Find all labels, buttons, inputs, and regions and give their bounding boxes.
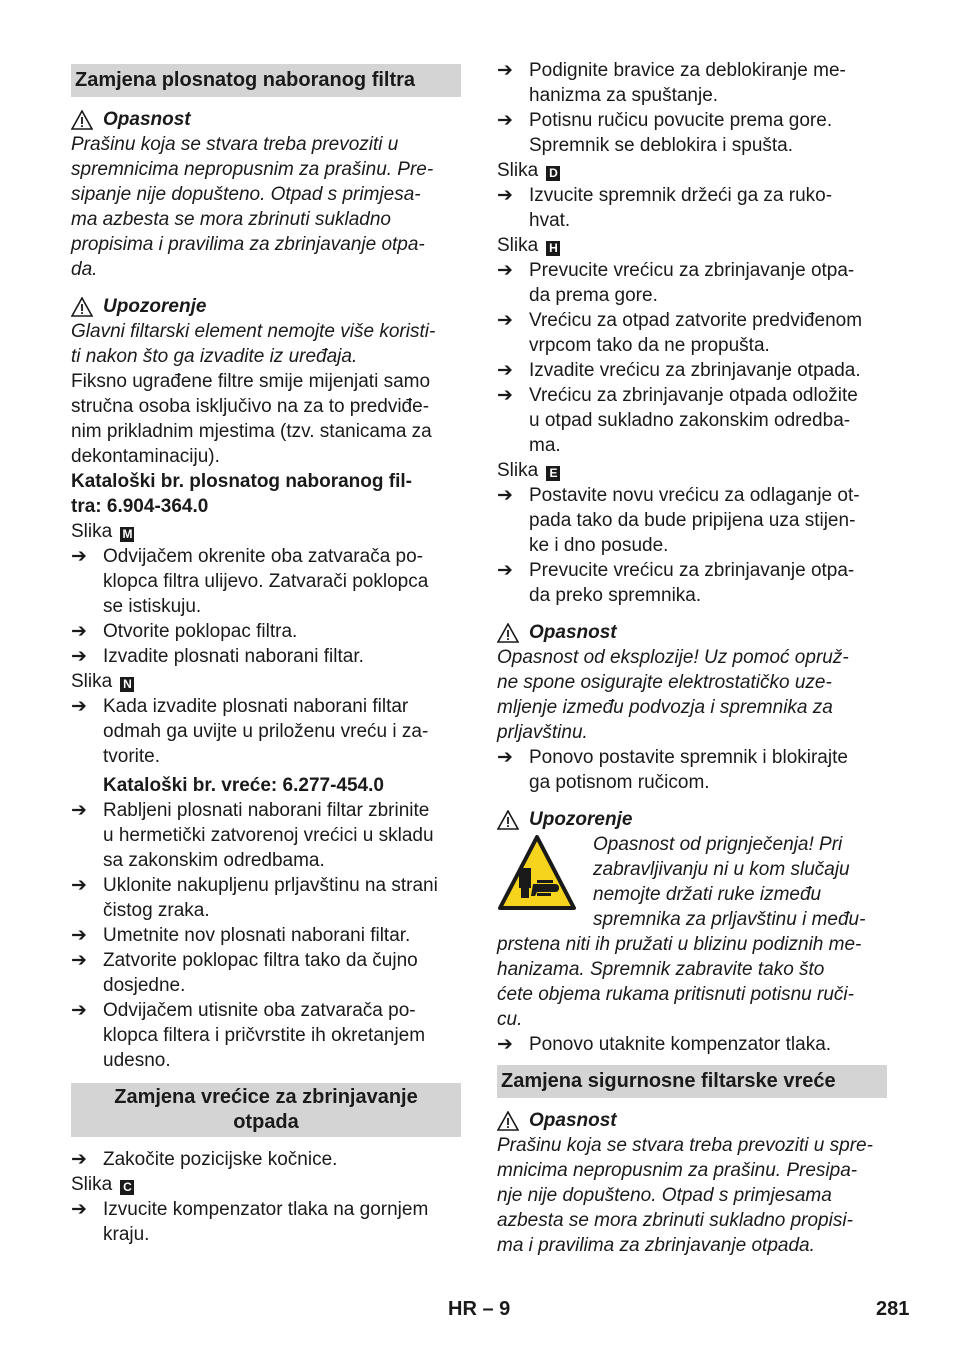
text-line: propisima i pravilima za zbrinjavanje otpa- [71, 234, 425, 255]
steps-list [71, 1147, 461, 1172]
figure-ref-h: Slika H [497, 233, 887, 258]
text-line: vrpcom tako da ne propušta. [529, 335, 770, 356]
text-line: nemojte držati ruke između [593, 884, 822, 905]
arrow-right-icon: ➔ [71, 800, 87, 821]
list-item [71, 873, 461, 923]
text-line: ne spone osigurajte elektrostatičko uze- [497, 672, 832, 693]
step-text [529, 183, 887, 233]
text-line: spremnika za prljavštinu i među- [593, 909, 866, 930]
text-line: Podignite bravice za deblokiranje me- [529, 60, 846, 81]
text-line: Izvadite plosnati naborani filtar. [103, 646, 364, 667]
text-line: Izvucite kompenzator tlaka na gornjem [103, 1199, 429, 1220]
warning-title: Upozorenje [71, 294, 461, 319]
danger-title: Opasnost [497, 620, 887, 645]
arrow-right-icon: ➔ [497, 747, 513, 768]
list-item [497, 108, 887, 158]
step-text [103, 644, 461, 669]
list-item [497, 558, 887, 608]
steps-list [71, 544, 461, 669]
text-line: kraju. [103, 1224, 150, 1245]
step-text [529, 108, 887, 158]
text-line: ti nakon što ga izvadite iz uređaja. [71, 346, 358, 367]
text-line: da. [71, 259, 98, 280]
step-text [103, 544, 461, 619]
arrow-right-icon: ➔ [71, 925, 87, 946]
step-text [529, 745, 887, 795]
figure-ref-m: Slika M [71, 521, 133, 542]
footer-section-label: HR – 9 [448, 1298, 511, 1320]
text-line: ga potisnom ručicom. [529, 772, 710, 793]
list-item [71, 923, 461, 948]
step-text [529, 1032, 887, 1057]
text-line: klopca filtera i pričvrstite ih okretanjem [103, 1025, 426, 1046]
left-column [71, 58, 461, 1247]
arrow-right-icon: ➔ [497, 1034, 513, 1055]
danger-title: Opasnost [71, 107, 461, 132]
text-line: se istiskuju. [103, 596, 202, 617]
text-line: Kada izvadite plosnati naborani filtar [103, 696, 409, 717]
section-heading-flat-filter: Zamjena plosnatog naboranog filtra [71, 64, 461, 97]
arrow-right-icon: ➔ [497, 310, 513, 331]
warning-title: Upozorenje [497, 807, 887, 832]
section-heading-waste-bag [71, 1083, 461, 1137]
text-line: Zatvorite poklopac filtra tako da čujno [103, 950, 418, 971]
text-line: nje nije dopušteno. Otpad s primjesama [497, 1185, 832, 1206]
step-text [103, 694, 461, 769]
text-line: da preko spremnika. [529, 585, 702, 606]
list-item [71, 644, 461, 669]
list-item [71, 619, 461, 644]
step-text [529, 383, 887, 458]
text-line: Odvijačem okrenite oba zatvarača po- [103, 546, 423, 567]
list-item [497, 258, 887, 308]
text-line: Umetnite nov plosnati naborani filtar. [103, 925, 411, 946]
steps-list [497, 1032, 887, 1057]
text-line: Zamjena vrećice za zbrinjavanje [114, 1086, 418, 1108]
text-line: Ponovo postavite spremnik i blokirajte [529, 747, 848, 768]
text-line: Postavite novu vrećicu za odlaganje ot- [529, 485, 860, 506]
list-item [497, 483, 887, 558]
text-line: Zakočite pozicijske kočnice. [103, 1149, 338, 1170]
steps-list [71, 694, 461, 769]
text-line: dekontaminaciju). [71, 446, 220, 467]
arrow-right-icon: ➔ [497, 385, 513, 406]
list-item [497, 1032, 887, 1057]
arrow-right-icon: ➔ [71, 1149, 87, 1170]
step-text [529, 558, 887, 608]
text-line: prstena niti ih pružati u blizinu podiznih me- [497, 934, 862, 955]
text-line: Opasnost od prignječenja! Pri [593, 834, 843, 855]
step-text [103, 923, 461, 948]
text-line: Otvorite poklopac filtra. [103, 621, 298, 642]
text-line: Prevucite vrećicu za zbrinjavanje otpa- [529, 560, 855, 581]
figure-letter-icon: D [546, 166, 560, 181]
text-line: cu. [497, 1009, 523, 1030]
arrow-right-icon: ➔ [71, 875, 87, 896]
list-item [497, 183, 887, 233]
text-line: da prema gore. [529, 285, 658, 306]
list-item [71, 798, 461, 873]
text-line: u hermetički zatvorenoj vrećici u skladu [103, 825, 434, 846]
list-item [497, 58, 887, 108]
text-line: Fiksno ugrađene filtre smije mijenjati samo [71, 371, 431, 392]
catalog-number-bag: Kataloški br. vreće: 6.277-454.0 [103, 775, 384, 796]
steps-list [497, 483, 887, 608]
text-line: Rabljeni plosnati naborani filtar zbrinite [103, 800, 430, 821]
arrow-right-icon: ➔ [497, 260, 513, 281]
arrow-right-icon: ➔ [71, 546, 87, 567]
step-text [529, 258, 887, 308]
text-line: otpada [233, 1111, 299, 1133]
warning-triangle-icon [71, 110, 93, 130]
text-line: ma azbesta se mora zbrinuti sukladno [71, 209, 391, 230]
steps-list [497, 258, 887, 458]
warning-text [71, 319, 461, 369]
text-line: Izvucite spremnik držeći ga za ruko- [529, 185, 833, 206]
text-line: udesno. [103, 1050, 171, 1071]
text-line: hanizma za spuštanje. [529, 85, 719, 106]
arrow-right-icon: ➔ [497, 185, 513, 206]
text-line: klopca filtra ulijevo. Zatvarači poklopca [103, 571, 429, 592]
figure-letter-icon: H [546, 241, 560, 256]
right-column [497, 58, 887, 1258]
list-item [71, 1147, 461, 1172]
steps-list [71, 1197, 461, 1247]
figure-ref-c: Slika C [71, 1172, 461, 1197]
step-text [103, 798, 461, 873]
text-line: Prašinu koja se stvara treba prevoziti u [71, 134, 399, 155]
arrow-right-icon: ➔ [497, 485, 513, 506]
text-line: spremnicima nepropusnim za prašinu. Pre- [71, 159, 434, 180]
arrow-right-icon: ➔ [71, 621, 87, 642]
list-item [71, 998, 461, 1073]
text-line: mljenje između podvozja i spremnika za [497, 697, 833, 718]
arrow-right-icon: ➔ [71, 646, 87, 667]
figure-letter-icon: N [120, 677, 134, 692]
hazard-block [497, 832, 887, 932]
text-line: čistog zraka. [103, 900, 210, 921]
text-line: nim prikladnim mjestima (tzv. stanicama za [71, 421, 432, 442]
step-text [103, 873, 461, 923]
text-line: Prašinu koja se stvara treba prevoziti u spre- [497, 1135, 873, 1156]
step-text [103, 619, 461, 644]
list-item [71, 1197, 461, 1247]
steps-list [497, 183, 887, 233]
warning-text [497, 932, 887, 1032]
figure-ref-e: Slika E [497, 458, 887, 483]
text-line: stručna osoba isključivo na za to predviđe- [71, 396, 430, 417]
text-line: tvorite. [103, 746, 161, 767]
paragraph [71, 369, 461, 469]
danger-text [497, 645, 887, 745]
text-line: Glavni filtarski element nemojte više koristi- [71, 321, 436, 342]
list-item [71, 948, 461, 998]
text-line: Odvijačem utisnite oba zatvarača po- [103, 1000, 416, 1021]
danger-text [497, 1133, 887, 1258]
figure-letter-icon: C [120, 1180, 134, 1195]
arrow-right-icon: ➔ [71, 950, 87, 971]
text-line: ćete objema rukama pritisnuti potisnu ruči- [497, 984, 854, 1005]
step-text [103, 948, 461, 998]
step-text [529, 358, 887, 383]
step-text [529, 308, 887, 358]
catalog-number-filter [71, 469, 461, 519]
warning-triangle-icon [497, 810, 519, 830]
text-line: sa zakonskim odredbama. [103, 850, 325, 871]
figure-ref-d: Slika D [497, 158, 887, 183]
text-line: prljavštinu. [497, 722, 588, 743]
text-line: ke i dno posude. [529, 535, 669, 556]
step-text [529, 483, 887, 558]
steps-list [71, 798, 461, 1073]
text-line: ma. [529, 435, 561, 456]
figure-ref-n: Slika N [71, 669, 461, 694]
warning-triangle-icon [71, 297, 93, 317]
arrow-right-icon: ➔ [71, 1000, 87, 1021]
arrow-right-icon: ➔ [497, 360, 513, 381]
step-text [529, 58, 887, 108]
list-item [497, 308, 887, 358]
text-line: ma i pravilima za zbrinjavanje otpada. [497, 1235, 815, 1256]
section-heading-safety-bag: Zamjena sigurnosne filtarske vreće [497, 1065, 887, 1098]
list-item [497, 745, 887, 795]
figure-letter-icon: M [122, 527, 133, 541]
text-line: zabravljivanju ni u kom slučaju [593, 859, 850, 880]
text-line: azbesta se mora zbrinuti sukladno propisi- [497, 1210, 853, 1231]
warning-triangle-icon [497, 1111, 519, 1131]
list-item [71, 694, 461, 769]
warning-text [593, 832, 865, 932]
step-text [103, 1147, 461, 1172]
danger-title: Opasnost [497, 1108, 887, 1133]
text-line: Prevucite vrećicu za zbrinjavanje otpa- [529, 260, 855, 281]
text-line: sipanje nije dopušteno. Otpad s primjesa- [71, 184, 421, 205]
list-item [71, 544, 461, 619]
steps-list [497, 745, 887, 795]
text-line: hanizama. Spremnik zabravite tako što [497, 959, 825, 980]
text-line: Potisnu ručicu povucite prema gore. [529, 110, 833, 131]
text-line: mnicima nepropusnim za prašinu. Presipa- [497, 1160, 858, 1181]
arrow-right-icon: ➔ [497, 60, 513, 81]
list-item [497, 358, 887, 383]
text-line: Uklonite nakupljenu prljavštinu na strani [103, 875, 438, 896]
text-line: hvat. [529, 210, 571, 231]
arrow-right-icon: ➔ [71, 1199, 87, 1220]
text-line: odmah ga uvijte u priloženu vreću i za- [103, 721, 429, 742]
step-text [103, 998, 461, 1073]
text-line: u otpad sukladno zakonskim odredba- [529, 410, 851, 431]
text-line: Izvadite vrećicu za zbrinjavanje otpada. [529, 360, 861, 381]
danger-text [71, 132, 461, 282]
text-line: Spremnik se deblokira i spušta. [529, 135, 794, 156]
arrow-right-icon: ➔ [497, 110, 513, 131]
list-item [497, 383, 887, 458]
text-line: pada tako da bude pripijena uza stijen- [529, 510, 856, 531]
arrow-right-icon: ➔ [71, 696, 87, 717]
text-line: dosjedne. [103, 975, 186, 996]
step-text [103, 1197, 461, 1247]
page-number: 281 [876, 1298, 910, 1320]
steps-list [497, 58, 887, 158]
text-line: Vrećicu za otpad zatvorite predviđenom [529, 310, 863, 331]
warning-triangle-icon [497, 623, 519, 643]
text-line: tra: 6.904-364.0 [71, 496, 209, 517]
figure-letter-icon: E [546, 466, 560, 481]
text-line: Ponovo utaknite kompenzator tlaka. [529, 1034, 832, 1055]
hand-crush-hazard-icon [497, 834, 577, 914]
text-line: Opasnost od eksplozije! Uz pomoć opruž- [497, 647, 849, 668]
text-line: Kataloški br. plosnatog naboranog fil- [71, 471, 412, 492]
arrow-right-icon: ➔ [497, 560, 513, 581]
text-line: Vrećicu za zbrinjavanje otpada odložite [529, 385, 858, 406]
